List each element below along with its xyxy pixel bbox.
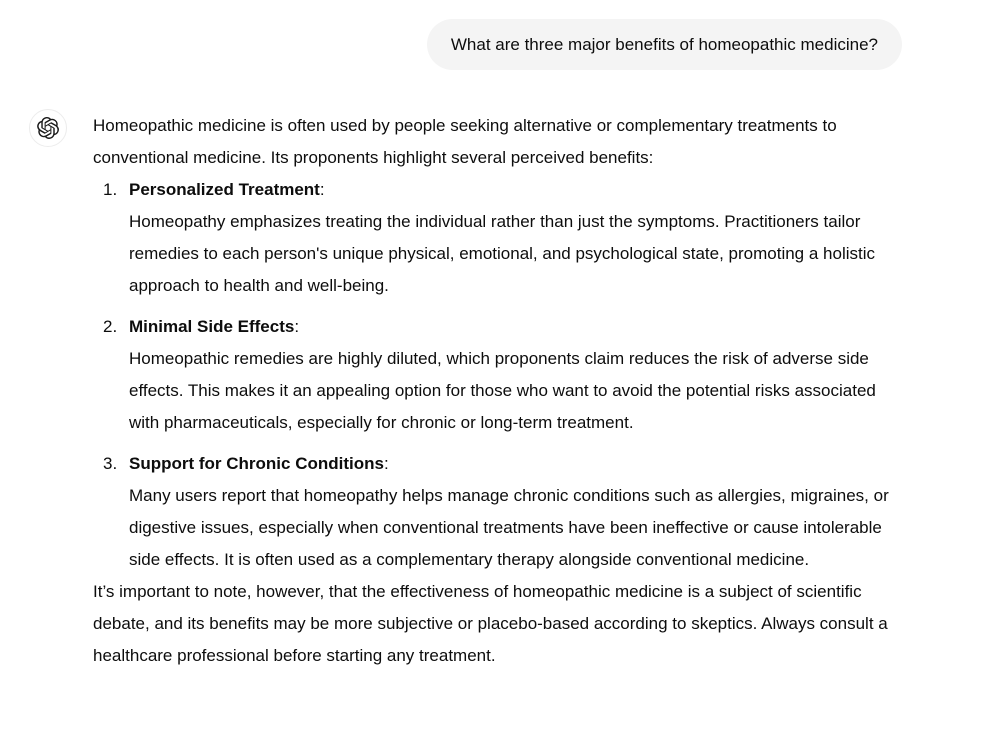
user-message-row (0, 19, 1000, 70)
list-item-heading (129, 174, 903, 206)
list-item-number: 1. (103, 180, 118, 199)
openai-logo-icon (37, 117, 59, 139)
assistant-outro-paragraph: It’s important to note, however, that the effectiveness of homeopathic medicine is a subject of scientific debate, and its benefits may be more subjective or placebo-based according to skeptics. Always consult a healthcare professional before starting any treatment. (93, 582, 888, 665)
list-item-separator: : (319, 180, 325, 199)
list-item-heading (129, 311, 903, 343)
assistant-message-body (93, 109, 903, 672)
list-item-heading (129, 448, 903, 480)
list-item-title: Minimal Side Effects (129, 317, 295, 336)
assistant-avatar (29, 109, 67, 147)
list-item-number: 2. (103, 317, 118, 336)
list-item-number: 3. (103, 454, 118, 473)
list-item-text: Homeopathy emphasizes treating the individual rather than just the symptoms. Practitioners tailor remedies to each person's unique physical, emotional, and psychological state, promoting a holistic approach to health and well-being. (129, 212, 875, 295)
benefits-list (93, 174, 903, 576)
list-item-title: Personalized Treatment (129, 180, 320, 199)
list-item-separator: : (294, 317, 300, 336)
list-item (93, 448, 903, 576)
assistant-message-row (0, 109, 1000, 672)
list-item-text: Homeopathic remedies are highly diluted, which proponents claim reduces the risk of adverse side effects. This makes it an appealing option for those who want to avoid the potential risks associated with pharmaceuticals, especially for chronic or long-term treatment. (129, 349, 876, 432)
assistant-intro-paragraph: Homeopathic medicine is often used by people seeking alternative or complementary treatments to conventional medicine. Its proponents highlight several perceived benefits: (93, 116, 837, 167)
list-item-title: Support for Chronic Conditions (129, 454, 384, 473)
list-item-separator: : (383, 454, 389, 473)
list-item-text: Many users report that homeopathy helps manage chronic conditions such as allergies, migraines, or digestive issues, especially when conventional treatments have been ineffective or cause intolerable side effects. It is often used as a complementary therapy alongside conventional medicine. (129, 486, 889, 569)
list-item (93, 311, 903, 439)
user-message-bubble: What are three major benefits of homeopathic medicine? (427, 19, 902, 70)
list-item (93, 174, 903, 302)
